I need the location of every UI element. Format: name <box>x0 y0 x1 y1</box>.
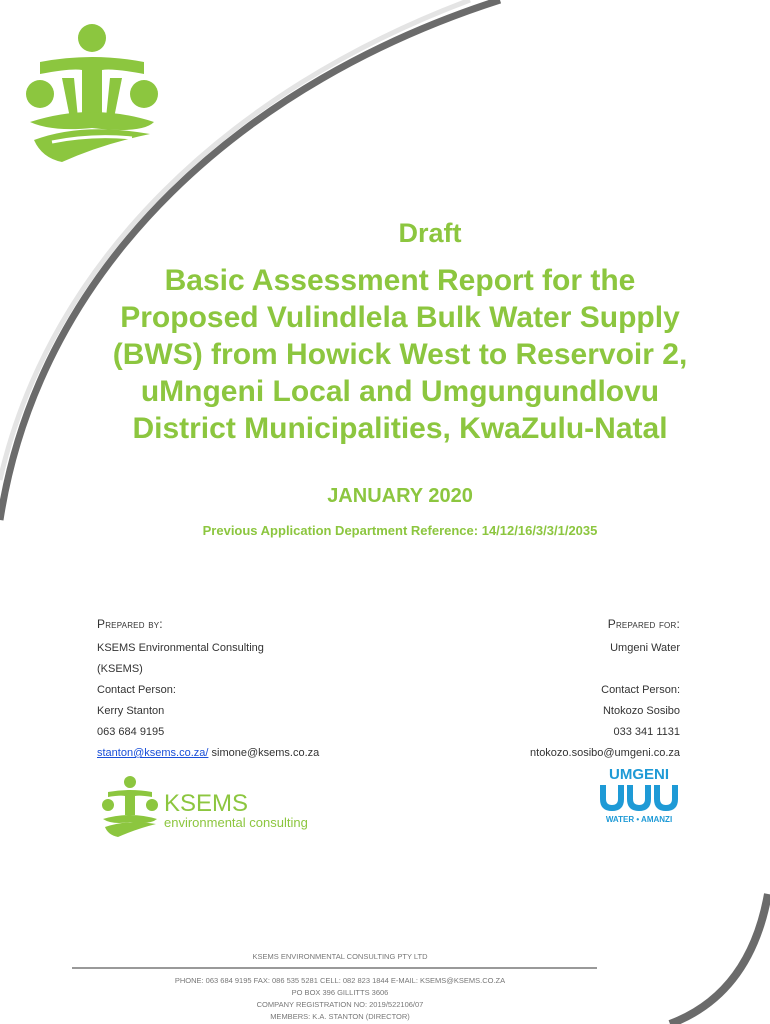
title-line-1: Basic Assessment Report for the <box>164 264 636 297</box>
prepared-for-phone: 033 341 1131 <box>613 726 680 738</box>
title-line-5: District Municipalities, KwaZulu-Natal <box>132 412 668 445</box>
prepared-by-contact-name: Kerry Stanton <box>97 705 165 717</box>
prepared-for-section <box>530 614 680 764</box>
title-line-2: Proposed Vulindlela Bulk Water Supply <box>120 301 680 334</box>
footer-address: PO BOX 396 GILLITTS 3606 <box>291 988 389 997</box>
prepared-for-contact-label: Contact Person: <box>601 684 680 696</box>
ksems-emblem-logo <box>22 22 162 172</box>
umgeni-logo-tagline: WATER • AMANZI <box>605 815 673 824</box>
ksems-logo <box>100 775 310 839</box>
prepared-for-contact-name: Ntokozo Sosibo <box>602 705 680 717</box>
prepared-for-org: Umgeni Water <box>610 642 680 654</box>
draft-label: Draft <box>398 218 462 248</box>
ksems-logo-name: KSEMS <box>164 790 249 817</box>
footer-divider <box>72 967 597 969</box>
prepared-by-phone: 063 684 9195 <box>97 726 165 738</box>
footer-registration: COMPANY REGISTRATION NO: 2019/522106/07 <box>256 1000 424 1009</box>
title-line-3: (BWS) from Howick West to Reservoir 2, <box>112 338 688 371</box>
umgeni-logo-name: UMGENI <box>609 766 669 783</box>
decorative-bottom-swoosh <box>650 874 770 1024</box>
prepared-for-email: ntokozo.sosibo@umgeni.co.za <box>530 747 680 759</box>
report-date: JANUARY 2020 <box>327 485 473 507</box>
prepared-by-heading: Prepared by: <box>97 617 163 631</box>
footer-members: MEMBERS: K.A. STANTON (DIRECTOR) <box>270 1012 410 1021</box>
ksems-logo-tagline: environmental consulting <box>164 815 308 830</box>
prepared-for-heading: Prepared for: <box>607 617 680 631</box>
prepared-by-contact-label: Contact Person: <box>97 684 176 696</box>
footer-company-name: KSEMS ENVIRONMENTAL CONSULTING PTY LTD <box>252 952 428 961</box>
prepared-by-emails <box>97 743 319 764</box>
umgeni-water-logo <box>596 765 682 825</box>
title-line-4: uMngeni Local and Umgungundlovu <box>140 375 660 408</box>
prepared-by-email-link[interactable]: stanton@ksems.co.za/ <box>97 747 209 759</box>
prepared-by-org: KSEMS Environmental Consulting <box>97 642 264 654</box>
footer-contact-details: PHONE: 063 684 9195 FAX: 086 535 5281 CELL: 082 823 1844 E-MAIL: KSEMS@KSEMS.CO.ZA <box>174 976 506 985</box>
prepared-by-org-abbrev: (KSEMS) <box>97 663 143 675</box>
prepared-for-spacer <box>530 659 680 680</box>
reference-number: Previous Application Department Reference: 14/12/16/3/3/1/2035 <box>202 523 598 538</box>
report-title <box>90 262 710 447</box>
prepared-by-section <box>97 614 319 764</box>
prepared-by-email-other: simone@ksems.co.za <box>208 747 320 759</box>
